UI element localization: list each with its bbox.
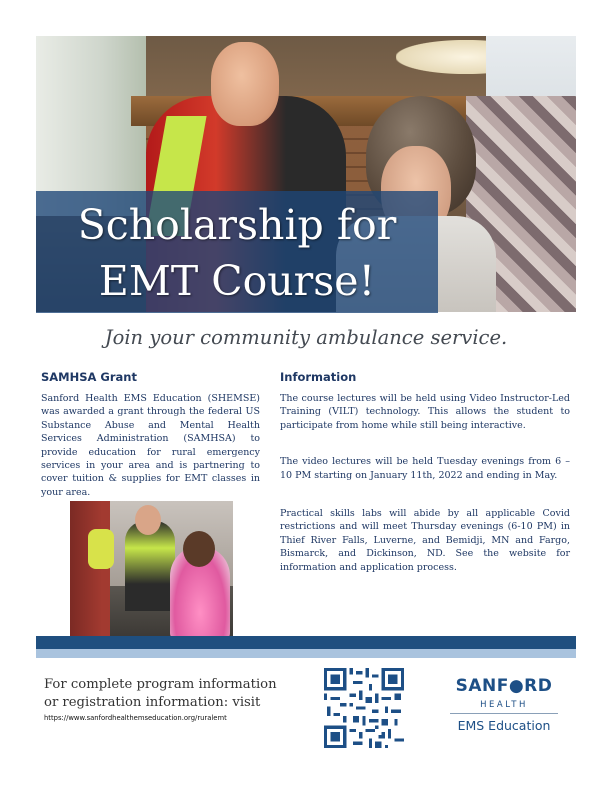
car-seat-photo [70,501,233,641]
logo-wordmark: SANF●RD [455,676,553,696]
title-line-2: EMT Course! [98,257,376,305]
information-heading: Information [280,370,357,384]
information-section [280,370,570,574]
information-paragraph-2: The video lectures will be held Tuesday evenings from 6 – 10 PM starting on January 11th, 2022 and ending in May. [280,456,570,481]
vehicle-door [70,501,110,641]
divider-bar-dark [36,636,576,649]
information-paragraph-3: Practical skills labs will abide by all applicable Covid restrictions and will meet Thursday evenings (6-10 PM) in Thief River Falls, Luverne, and Bemidji, MN and Fargo, Bismarck, and Dickinson, ND. See the website for information and application process. [280,508,570,573]
footer-url-link[interactable]: https://www.sanfordhealthemseducation.org/ruralemt [44,714,227,722]
sanford-health-logo [446,676,562,738]
paramedic-head [211,42,279,126]
responder-figure [88,529,114,569]
title-banner [36,191,438,313]
title-line-1: Scholarship for [77,201,397,249]
tagline: Join your community ambulance service. [104,326,508,349]
window-background [36,36,146,216]
information-paragraph-1: The course lectures will be held using Video Instructor-Led Training (VILT) technology. This allows the student to participate from home while still being interactive. [280,393,570,431]
qr-code-icon[interactable] [324,668,404,748]
logo-health: HEALTH [480,700,528,710]
paramedic-head [135,505,161,535]
samhsa-body: Sanford Health EMS Education (SHEMSE) was awarded a grant through the federal US Substance Abuse and Mental Health Services Administration (SAMHSA) to provide education for rural emergency services in your area and is partnering to cover tuition & supplies for EMT classes in your area. [41,393,260,498]
child-head [183,531,215,567]
samhsa-section [41,370,260,499]
samhsa-heading: SAMHSA Grant [41,370,137,384]
divider-bar-light [36,649,576,658]
logo-divider [450,713,558,714]
logo-ems-education: EMS Education [457,718,551,733]
footer-info-text: For complete program information or registration information: visit [44,677,277,710]
